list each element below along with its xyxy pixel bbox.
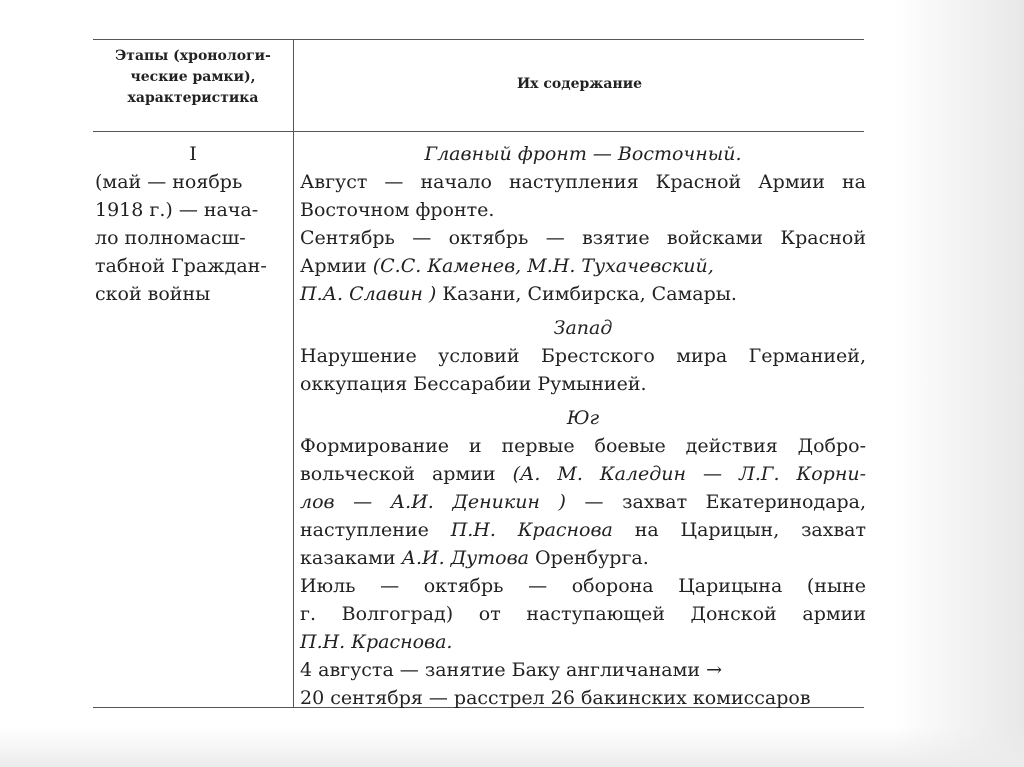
content-text: Оренбурга. bbox=[535, 547, 649, 569]
content-line: оккупация Бессарабии Румынией. bbox=[300, 373, 647, 395]
content-text: на Царицын, захват bbox=[634, 519, 867, 541]
content-text: Казани, Симбирска, Самары. bbox=[442, 283, 737, 305]
header-col-stages bbox=[93, 46, 293, 109]
stage-line: ской войны bbox=[95, 283, 211, 305]
content-text: наступление bbox=[300, 519, 429, 541]
stage-number: I bbox=[189, 143, 197, 165]
content-line: Август — начало наступления Красной Армии на bbox=[300, 171, 866, 193]
header-col-content: Их содержание bbox=[516, 76, 643, 92]
content-line: Нарушение условий Брестского мира Германией, bbox=[300, 345, 866, 367]
content-names: А.И. Дутова bbox=[401, 547, 529, 569]
content-line bbox=[300, 516, 866, 544]
content-text: казаками bbox=[300, 547, 396, 569]
content-line: г. Волгоград) от наступающей Донской армии bbox=[300, 603, 866, 625]
stage-line: ло полномасш- bbox=[95, 227, 246, 249]
stage-line: (май — ноябрь bbox=[95, 171, 243, 193]
content-line: 20 сентября — расстрел 26 бакинских комиссаров bbox=[300, 687, 811, 709]
content-text: вольческой армии bbox=[300, 463, 496, 485]
content-cell bbox=[300, 140, 866, 712]
content-line: Восточном фронте. bbox=[300, 199, 495, 221]
content-line: 4 августа — занятие Баку англичанами → bbox=[300, 659, 722, 681]
stage-line: табной Граждан- bbox=[95, 255, 267, 277]
content-line bbox=[300, 280, 866, 308]
content-names: П.Н. Краснова bbox=[450, 519, 613, 541]
content-line bbox=[300, 488, 866, 516]
content-names: (А. М. Каледин — Л.Г. Корни- bbox=[512, 463, 866, 485]
content-names: (С.С. Каменев, М.Н. Тухачевский, bbox=[372, 255, 714, 277]
header-col-stages-line: характеристика bbox=[127, 90, 259, 106]
header-col-stages-line: Этапы (хронологи- bbox=[115, 48, 271, 64]
table-column-divider bbox=[293, 39, 294, 708]
section-heading-west: Запад bbox=[553, 317, 613, 339]
content-names: лов — А.И. Деникин ) bbox=[300, 491, 566, 513]
content-text: Армии bbox=[300, 255, 367, 277]
content-line bbox=[300, 460, 866, 488]
content-line: Июль — октябрь — оборона Царицына (ныне bbox=[300, 575, 866, 597]
content-names: П.А. Славин ) bbox=[300, 283, 437, 305]
section-heading-south: Юг bbox=[566, 407, 600, 429]
content-line bbox=[300, 252, 866, 280]
content-line: Сентябрь — октябрь — взятие войсками Красной bbox=[300, 227, 866, 249]
content-line: Формирование и первые боевые действия Добро- bbox=[300, 435, 866, 457]
stage-line: 1918 г.) — нача- bbox=[95, 199, 259, 221]
stage-cell bbox=[95, 140, 291, 308]
table-header-rule bbox=[93, 131, 864, 132]
table-top-rule bbox=[93, 39, 864, 40]
content-line bbox=[300, 628, 866, 656]
section-heading-east: Главный фронт — Восточный. bbox=[424, 143, 742, 165]
content-line bbox=[300, 544, 866, 572]
content-names: П.Н. Краснова. bbox=[300, 631, 453, 653]
header-col-stages-line: ческие рамки), bbox=[130, 69, 256, 85]
content-text: — захват Екатеринодара, bbox=[584, 491, 866, 513]
